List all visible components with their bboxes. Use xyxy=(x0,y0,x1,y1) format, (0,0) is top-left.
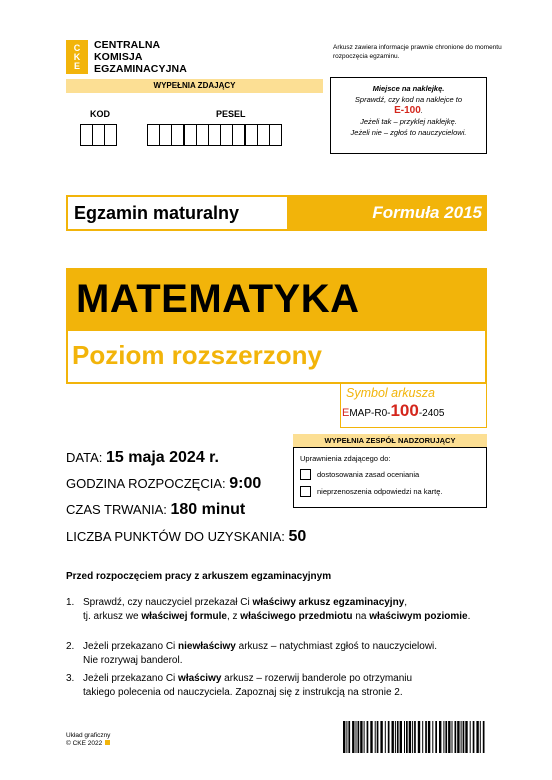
input-cell[interactable] xyxy=(80,124,93,146)
barcode-bar xyxy=(375,721,376,753)
input-cell[interactable] xyxy=(269,124,282,146)
input-cell[interactable] xyxy=(245,124,258,146)
sticker-line-1: Sprawdź, czy kod na naklejce to xyxy=(354,95,463,104)
candidate-fill-header: WYPEŁNIA ZDAJĄCY xyxy=(66,79,323,93)
points-line xyxy=(66,527,306,547)
barcode-bar xyxy=(480,721,481,753)
input-cell[interactable] xyxy=(220,124,233,146)
text: właściwy xyxy=(178,673,222,684)
text: . xyxy=(467,611,471,622)
barcode-bar xyxy=(425,721,427,753)
barcode-bar xyxy=(395,721,396,753)
barcode-bar xyxy=(352,721,354,753)
barcode-bar xyxy=(452,721,453,753)
symbol-num: 100 xyxy=(390,401,419,420)
barcode-bar xyxy=(400,721,402,753)
sticker-code-suffix: . xyxy=(420,106,423,115)
barcode-bar xyxy=(397,721,399,753)
footer-line-1: Układ graficzny xyxy=(66,732,111,739)
instruction-item-2 xyxy=(66,640,496,668)
duration-label: CZAS TRWANIA: xyxy=(66,502,171,517)
team-option-label: nieprzenoszenia odpowiedzi na kartę. xyxy=(317,487,443,496)
input-cell[interactable] xyxy=(171,124,184,146)
rights-note: Arkusz zawiera informacje prawnie chronione do momentu rozpoczęcia egzaminu. xyxy=(333,44,502,60)
barcode-bar xyxy=(346,721,347,753)
input-cell[interactable] xyxy=(196,124,209,146)
date-value: 15 maja 2024 r. xyxy=(105,449,219,466)
checkbox[interactable] xyxy=(300,469,311,480)
barcode-bar xyxy=(380,721,382,753)
item-number: 2. xyxy=(66,641,75,652)
kod-label: KOD xyxy=(90,109,110,119)
logo-line-1: CENTRALNA xyxy=(94,39,161,51)
team-box xyxy=(293,447,487,508)
instructions-heading: Przed rozpoczęciem pracy z arkuszem egzaminacyjnym xyxy=(66,571,332,582)
logo-line-3: EGZAMINACYJNA xyxy=(94,63,187,75)
barcode-bar xyxy=(461,721,462,753)
symbol-prefix: MAP-R0- xyxy=(349,408,391,419)
text: właściwego przedmiotu xyxy=(240,611,353,622)
footer-line-2: © CKE 2022 xyxy=(66,740,103,747)
exam-type: Egzamin maturalny xyxy=(68,197,287,229)
instruction-item-3 xyxy=(66,672,496,700)
barcode-bar xyxy=(445,721,447,753)
input-cell[interactable] xyxy=(147,124,160,146)
barcode-bar xyxy=(473,721,475,753)
pesel-field[interactable] xyxy=(147,124,281,146)
footer-dot-icon xyxy=(105,740,110,745)
barcode-bar xyxy=(439,721,441,753)
input-cell[interactable] xyxy=(257,124,270,146)
date-line xyxy=(66,448,219,468)
team-option-label: dostosowania zasad oceniania xyxy=(317,470,420,479)
barcode-bar xyxy=(470,721,471,753)
item-number: 1. xyxy=(66,597,75,608)
kod-field[interactable] xyxy=(80,124,117,146)
input-cell[interactable] xyxy=(92,124,105,146)
item-number: 3. xyxy=(66,673,75,684)
text: arkusz – natychmiast zgłoś to nauczycielowi. xyxy=(235,641,438,652)
symbol-label: Symbol arkusza xyxy=(346,386,435,400)
team-option-2 xyxy=(300,486,486,497)
text: Jeżeli przekazano Ci xyxy=(83,641,179,652)
points-value: 50 xyxy=(288,528,307,545)
barcode-icon xyxy=(343,721,487,753)
barcode-bar xyxy=(377,721,379,753)
barcode-bar xyxy=(409,721,411,753)
text: tj. arkusz we xyxy=(83,611,142,622)
barcode-bar xyxy=(448,721,450,753)
barcode-bar xyxy=(364,721,365,753)
duration-line xyxy=(66,500,245,520)
barcode-bar xyxy=(358,721,360,753)
barcode-bar xyxy=(412,721,413,753)
text: właściwej formule xyxy=(141,611,227,622)
barcode-bar xyxy=(457,721,459,753)
subject-title: MATEMATYKA xyxy=(76,277,360,321)
symbol-e: E xyxy=(342,407,350,419)
sticker-placeholder xyxy=(330,77,487,154)
barcode-bar xyxy=(435,721,437,753)
barcode-bar xyxy=(367,721,369,753)
pesel-label: PESEL xyxy=(216,109,246,119)
cke-logo-text xyxy=(94,39,187,75)
barcode-bar xyxy=(385,721,386,753)
barcode-bar xyxy=(418,721,420,753)
instruction-item-1 xyxy=(66,596,496,624)
time-value: 9:00 xyxy=(229,475,262,492)
text: właściwy arkusz egzaminacyjny xyxy=(252,597,405,608)
barcode-bar xyxy=(406,721,408,753)
barcode-bar xyxy=(463,721,465,753)
barcode-bar xyxy=(360,721,362,753)
team-option-1 xyxy=(300,469,486,480)
barcode-bar xyxy=(348,721,350,753)
barcode-bar xyxy=(343,721,345,753)
sticker-code: E-100 xyxy=(394,105,421,116)
checkbox[interactable] xyxy=(300,486,311,497)
logo-line-2: KOMISJA xyxy=(94,51,143,63)
time-label: GODZINA ROZPOCZĘCIA: xyxy=(66,476,230,491)
duration-value: 180 minut xyxy=(170,501,246,518)
points-label: LICZBA PUNKTÓW DO UZYSKANIA: xyxy=(66,529,289,544)
time-line xyxy=(66,474,261,494)
subject-level: Poziom rozszerzony xyxy=(72,340,322,370)
input-cell[interactable] xyxy=(232,124,245,146)
team-header: WYPEŁNIA ZESPÓŁ NADZORUJĄCY xyxy=(293,434,487,447)
text: Jeżeli przekazano Ci xyxy=(83,673,179,684)
input-cell[interactable] xyxy=(159,124,172,146)
text: na xyxy=(352,611,370,622)
barcode-bar xyxy=(388,721,390,753)
barcode-bar xyxy=(432,721,433,753)
text: arkusz – rozerwij banderole po otrzymaniu xyxy=(221,673,413,684)
barcode-bar xyxy=(356,721,357,753)
sticker-title: Miejsce na naklejkę. xyxy=(372,84,445,93)
barcode-bar xyxy=(370,721,372,753)
barcode-bar xyxy=(465,721,467,753)
barcode-bar xyxy=(455,721,457,753)
symbol-suffix: -2405 xyxy=(418,408,445,419)
date-label: DATA: xyxy=(66,450,106,465)
barcode-bar xyxy=(414,721,416,753)
barcode-bar xyxy=(404,721,405,753)
text: , xyxy=(404,597,408,608)
barcode-bar xyxy=(476,721,478,753)
text: Nie rozrywaj banderol. xyxy=(83,655,183,666)
exam-formula: Formuła 2015 xyxy=(372,203,482,222)
cke-logo-mark: C K E xyxy=(66,40,88,74)
sticker-line-3: Jeżeli nie – zgłoś to nauczycielowi. xyxy=(350,128,467,137)
footer xyxy=(66,732,110,748)
barcode-bar xyxy=(443,721,444,753)
barcode-bar xyxy=(422,721,423,753)
text: , z xyxy=(226,611,241,622)
input-cell[interactable] xyxy=(104,124,117,146)
input-cell[interactable] xyxy=(184,124,197,146)
text: takiego polecenia od nauczyciela. Zapoznaj się z instrukcją na stronie 2. xyxy=(83,687,403,698)
input-cell[interactable] xyxy=(208,124,221,146)
barcode-bar xyxy=(428,721,430,753)
symbol-code xyxy=(342,402,444,423)
barcode-bar xyxy=(392,721,394,753)
text: Sprawdź, czy nauczyciel przekazał Ci xyxy=(83,597,253,608)
sticker-line-2: Jeżeli tak – przyklej naklejkę. xyxy=(360,117,457,126)
barcode-bar xyxy=(483,721,485,753)
text: właściwym poziomie xyxy=(369,611,468,622)
team-intro: Uprawnienia zdającego do: xyxy=(300,454,391,463)
text: niewłaściwy xyxy=(178,641,236,652)
